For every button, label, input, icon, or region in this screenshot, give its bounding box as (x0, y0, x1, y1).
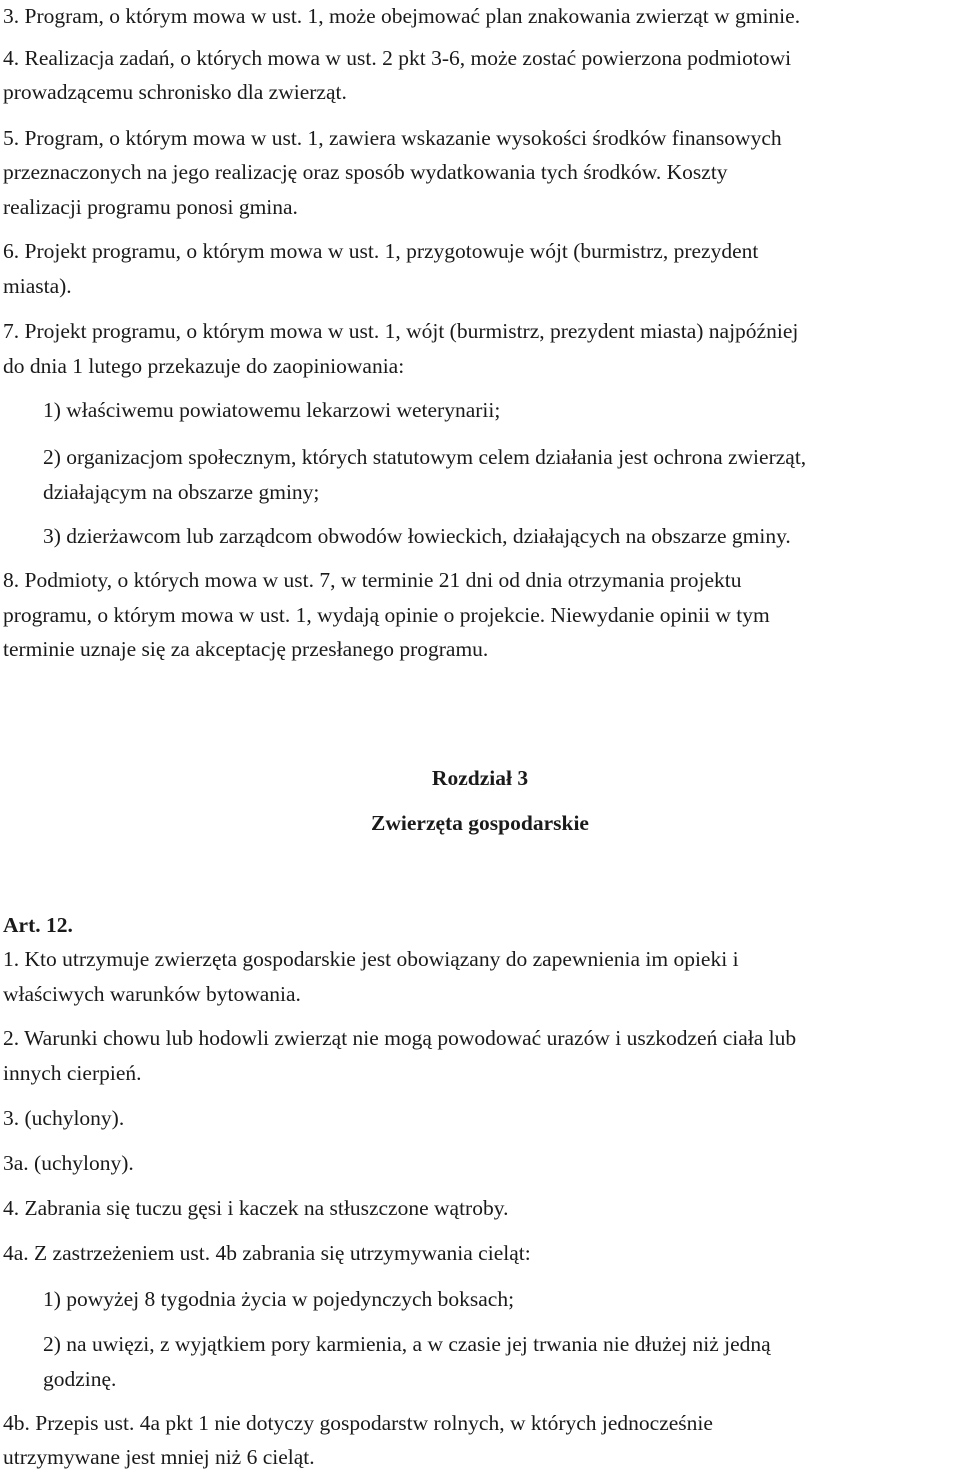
text-line: 6. Projekt programu, o którym mowa w ust. 1, przygotowuje wójt (burmistrz, prezydent (3, 239, 759, 263)
text-line: innych cierpień. (3, 1061, 142, 1085)
chapter-heading: Rozdział 3 (431, 766, 529, 790)
text-line: przeznaczonych na jego realizację oraz sposób wydatkowania tych środków. Koszty (3, 160, 728, 184)
text-line: terminie uznaje się za akceptację przesłanego programu. (3, 637, 489, 661)
text-line: do dnia 1 lutego przekazuje do zaopiniowania: (3, 354, 405, 378)
text-line: 1. Kto utrzymuje zwierzęta gospodarskie jest obowiązany do zapewnienia im opieki i (3, 947, 739, 971)
text-line: programu, o którym mowa w ust. 1, wydają opinie o projekcie. Niewydanie opinii w tym (3, 603, 770, 627)
text-line: prowadzącemu schronisko dla zwierząt. (3, 80, 347, 104)
text-line: 4. Realizacja zadań, o których mowa w ust. 2 pkt 3-6, może zostać powierzona podmiotowi (3, 46, 792, 70)
text-line: 2. Warunki chowu lub hodowli zwierząt nie mogą powodować urazów i uszkodzeń ciała lub (3, 1026, 797, 1050)
text-line: 5. Program, o którym mowa w ust. 1, zawiera wskazanie wysokości środków finansowych (3, 126, 782, 150)
list-item-continuation: działającym na obszarze gminy; (43, 480, 320, 504)
list-item: 1) właściwemu powiatowemu lekarzowi weterynarii; (43, 398, 501, 422)
text-line: 4. Zabrania się tuczu gęsi i kaczek na stłuszczone wątroby. (3, 1196, 509, 1220)
article-heading: Art. 12. (3, 913, 73, 937)
list-item-continuation: godzinę. (43, 1367, 117, 1391)
list-item: 3) dzierżawcom lub zarządcom obwodów łowieckich, działających na obszarze gminy. (43, 524, 791, 548)
text-line: właściwych warunków bytowania. (3, 982, 301, 1006)
text-line: 4a. Z zastrzeżeniem ust. 4b zabrania się utrzymywania cieląt: (3, 1241, 531, 1265)
chapter-title: Zwierzęta gospodarskie (371, 811, 589, 835)
text-line: 3. (uchylony). (3, 1106, 125, 1130)
text-line: 3. Program, o którym mowa w ust. 1, może obejmować plan znakowania zwierząt w gminie. (3, 4, 801, 28)
list-item: 1) powyżej 8 tygodnia życia w pojedynczych boksach; (43, 1287, 515, 1311)
text-line: utrzymywane jest mniej niż 6 cieląt. (3, 1445, 315, 1469)
list-item: 2) na uwięzi, z wyjątkiem pory karmienia, a w czasie jej trwania nie dłużej niż jedną (43, 1332, 771, 1356)
text-line: miasta). (3, 274, 72, 298)
text-line: 4b. Przepis ust. 4a pkt 1 nie dotyczy gospodarstw rolnych, w których jednocześnie (3, 1411, 713, 1435)
text-line: 3a. (uchylony). (3, 1151, 134, 1175)
text-line: 7. Projekt programu, o którym mowa w ust. 1, wójt (burmistrz, prezydent miasta) najpóźniej (3, 319, 799, 343)
text-line: realizacji programu ponosi gmina. (3, 195, 298, 219)
list-item: 2) organizacjom społecznym, których statutowym celem działania jest ochrona zwierząt, (43, 445, 807, 469)
text-line: 8. Podmioty, o których mowa w ust. 7, w terminie 21 dni od dnia otrzymania projektu (3, 568, 742, 592)
